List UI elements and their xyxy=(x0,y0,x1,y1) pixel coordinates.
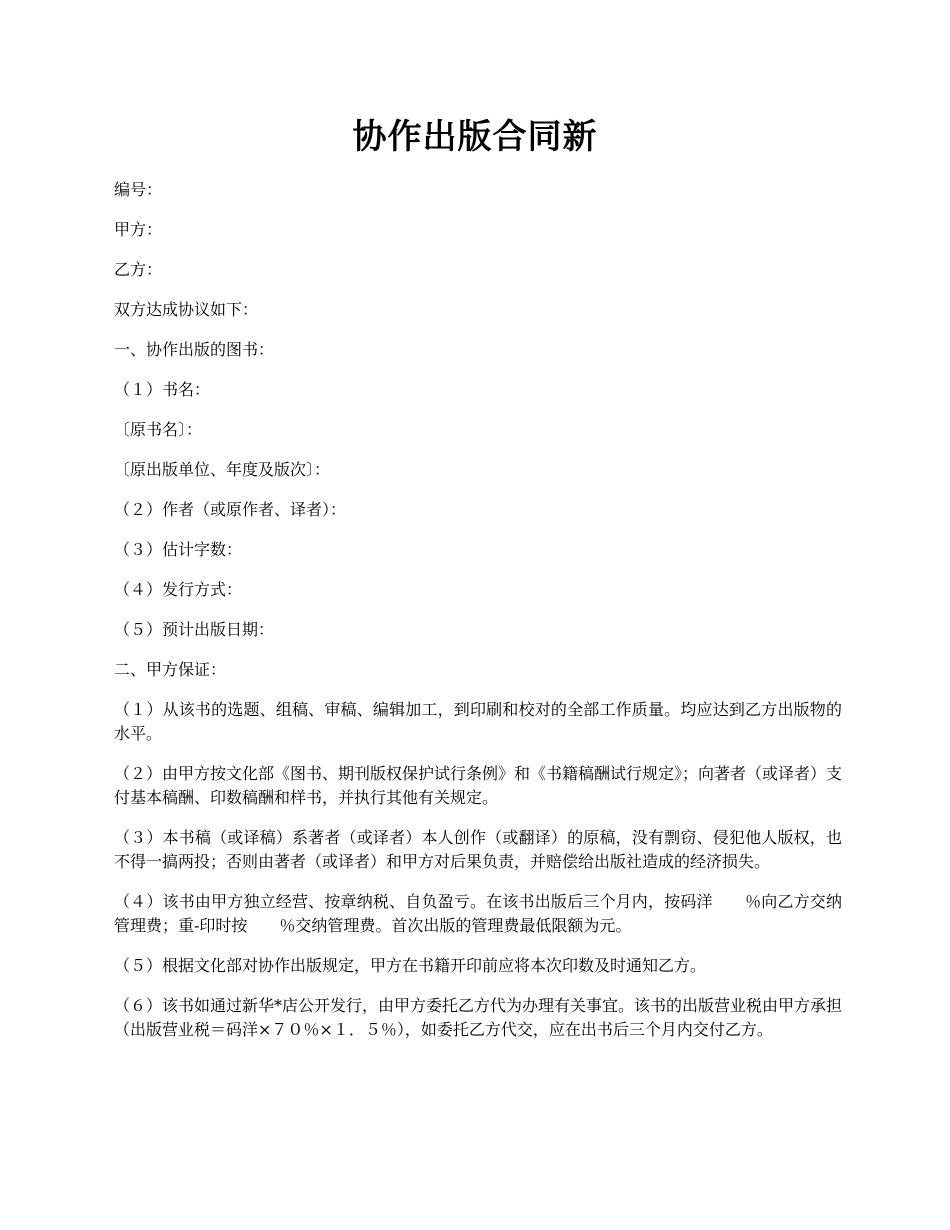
section-heading-1: 一、协作出版的图书： xyxy=(114,340,275,359)
clause-2-2: （２）由甲方按文化部《图书、期刊版权保护试行条例》和《书籍稿酬试行规定》；向著者（或译者）支付基本稿酬、印数稿酬和样书，并执行其他有关规定。 xyxy=(114,764,843,807)
clause-2-6: （６）该书如通过新华*店公开发行，由甲方委托乙方代为办理有关事宜。该书的出版营业税由甲方承担（出版营业税＝码洋×７０％×１．５％），如委托乙方代交，应在出书后三个月内交付乙方。 xyxy=(114,996,843,1039)
clause-2-1: （１）从该书的选题、组稿、审稿、编辑加工，到印刷和校对的全部工作质量。均应达到乙方出版物的水平。 xyxy=(114,700,842,743)
field-book-title: （１）书名： xyxy=(114,380,211,399)
field-number: 编号： xyxy=(114,180,163,199)
field-party-a: 甲方： xyxy=(114,220,163,239)
clause-2-4: （４）该书由甲方独立经营、按章纳税、自负盈亏。在该书出版后三个月内，按码洋 ％向乙方交纳管理费；重-印时按 ％交纳管理费。首次出版的管理费最低限额为元。 xyxy=(114,892,842,935)
field-original-title: 〔原书名〕： xyxy=(114,420,203,439)
field-original-publisher: 〔原出版单位、年度及版次〕： xyxy=(114,460,331,479)
clause-2-5: （５）根据文化部对协作出版规定，甲方在书籍开印前应将本次印数及时通知乙方。 xyxy=(114,956,707,975)
agreement-intro: 双方达成协议如下： xyxy=(114,300,259,319)
document-body xyxy=(114,178,842,1058)
section-heading-2: 二、甲方保证： xyxy=(114,660,227,679)
field-word-count: （３）估计字数： xyxy=(114,540,243,559)
field-publish-date: （５）预计出版日期： xyxy=(114,620,275,639)
field-author: （２）作者（或原作者、译者）： xyxy=(114,500,347,519)
document-title: 协作出版合同新 xyxy=(352,117,598,157)
field-party-b: 乙方： xyxy=(114,260,163,279)
field-distribution: （４）发行方式： xyxy=(114,580,243,599)
clause-2-3: （３）本书稿（或译稿）系著者（或译者）本人创作（或翻译）的原稿，没有剽窃、侵犯他人版权，也不得一搞两投；否则由著者（或译者）和甲方对后果负责，并赔偿给出版社造成的经济损失。 xyxy=(114,828,842,871)
